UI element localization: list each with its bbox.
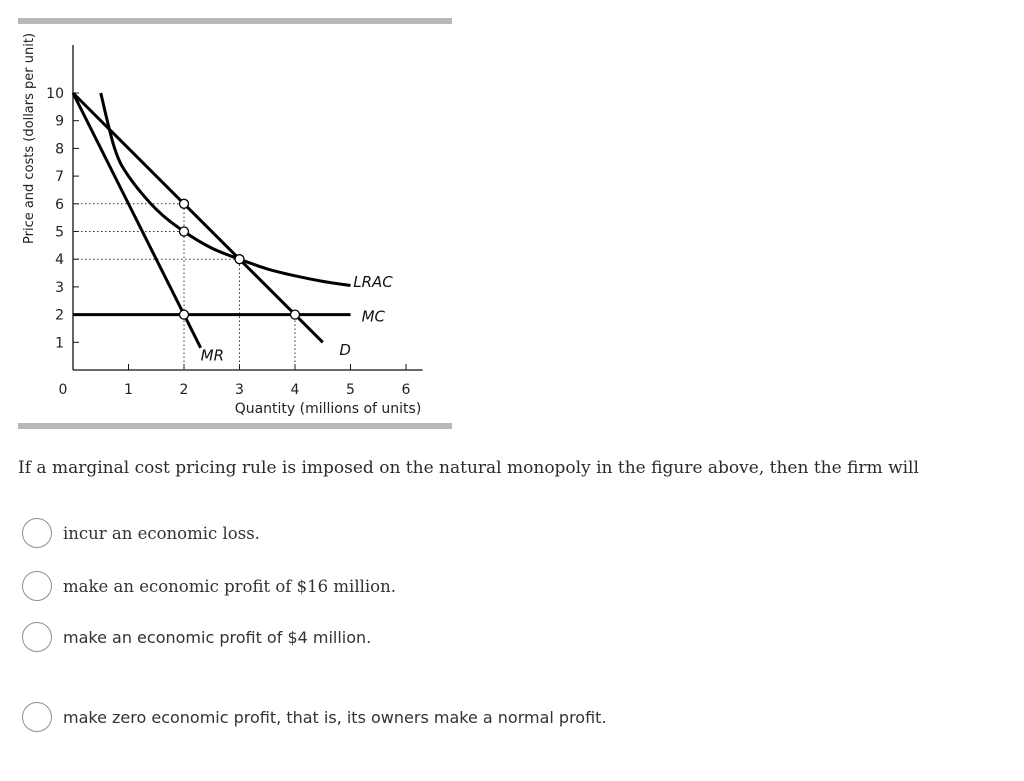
y-tick-label-1: 1 (55, 335, 64, 352)
answer-option-label-1: incur an economic loss. (63, 524, 260, 543)
chart-ylabel: Price and costs (dollars per unit) (22, 32, 37, 244)
x-tick-label-1: 1 (124, 382, 133, 398)
radio-button-3[interactable] (22, 622, 52, 652)
curve-label-lrac: LRAC (353, 272, 393, 291)
curve-lrac (101, 93, 351, 286)
y-tick-label-10: 10 (46, 86, 64, 102)
natural-monopoly-chart (0, 30, 460, 425)
answer-option-2[interactable] (22, 571, 922, 605)
y-tick-label-5: 5 (55, 224, 64, 241)
answer-option-label-3: make an economic profit of $4 million. (63, 628, 372, 647)
y-tick-label-2: 2 (55, 307, 64, 324)
x-tick-label-0: 0 (58, 382, 68, 398)
y-tick-label-3: 3 (55, 279, 64, 296)
y-tick-label-9: 9 (55, 113, 64, 130)
answer-option-4[interactable] (22, 702, 922, 736)
marked-point-3 (180, 310, 189, 319)
y-tick-label-6: 6 (55, 196, 64, 213)
curve-label-mr: MR (200, 346, 225, 365)
figure-top-divider (18, 18, 452, 24)
chart-xlabel: Quantity (millions of units) (234, 401, 422, 417)
answer-option-3[interactable] (22, 622, 922, 656)
marked-point-2 (180, 227, 189, 236)
curve-mr (73, 93, 201, 348)
y-tick-label-8: 8 (55, 141, 64, 158)
answer-option-label-4: make zero economic profit, that is, its owners make a normal profit. (63, 708, 607, 727)
x-tick-label-3: 3 (235, 382, 244, 398)
x-tick-label-4: 4 (290, 382, 300, 398)
marked-point-1 (180, 199, 189, 208)
x-tick-label-6: 6 (401, 382, 411, 398)
curve-label-d: D (339, 340, 351, 359)
radio-button-4[interactable] (22, 702, 52, 732)
curve-label-mc: MC (361, 307, 386, 326)
answer-option-1[interactable] (22, 518, 922, 552)
marked-point-5 (291, 310, 300, 319)
y-tick-label-7: 7 (55, 169, 64, 186)
figure-bottom-divider (18, 423, 452, 429)
answer-option-label-2: make an economic profit of $16 million. (63, 577, 396, 596)
radio-button-1[interactable] (22, 518, 52, 548)
radio-button-2[interactable] (22, 571, 52, 601)
marked-point-4 (235, 255, 244, 264)
y-tick-label-4: 4 (55, 252, 64, 269)
x-tick-label-5: 5 (346, 382, 355, 398)
question-text: If a marginal cost pricing rule is imposed on the natural monopoly in the figure above, then the firm will (18, 458, 919, 478)
x-tick-label-2: 2 (179, 382, 189, 398)
